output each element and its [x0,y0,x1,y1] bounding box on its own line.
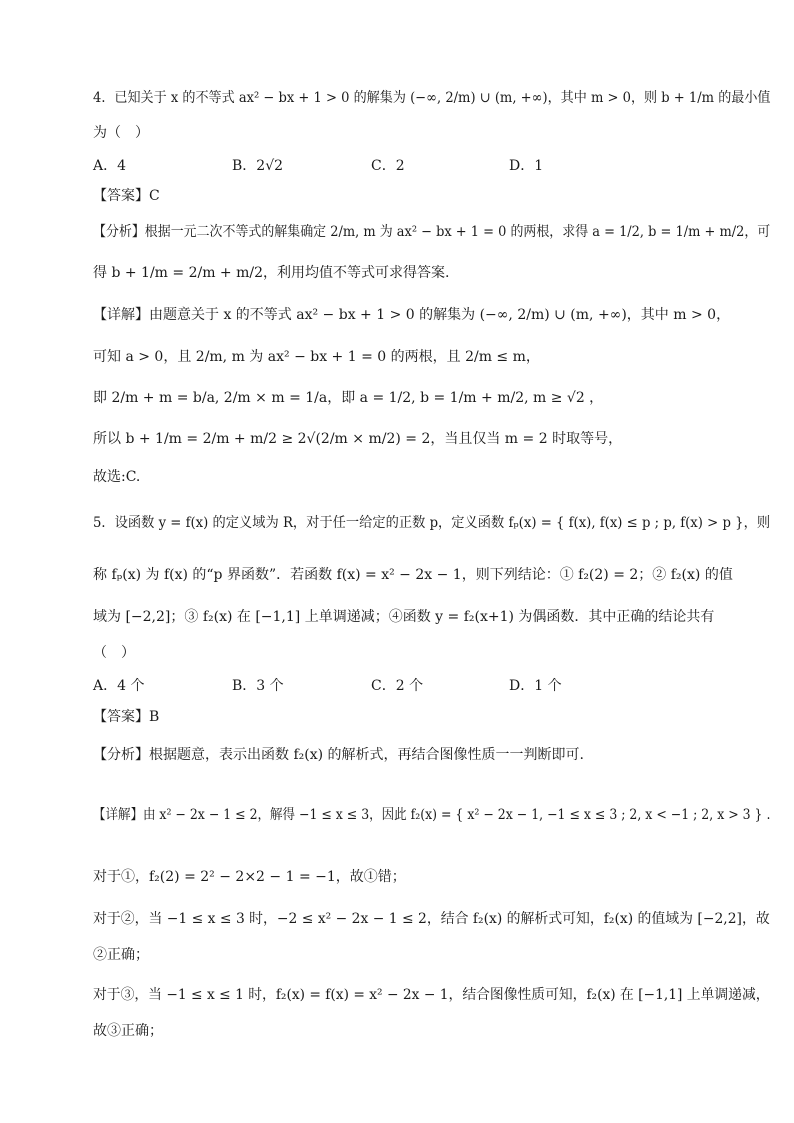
q5-option-b: B．3 个 [232,678,284,694]
q5-detail-line6: 故③正确； [93,1023,163,1039]
q4-stem-line2: 为（ ） [93,125,149,141]
q4-analysis-line2: 得 b + 1/m = 2/m + m/2，利用均值不等式可求得答案. [93,265,450,281]
q4-stem-line1: 4．已知关于 x 的不等式 ax² − bx + 1 > 0 的解集为 (−∞, 2/m) ∪ (m, +∞)，其中 m > 0，则 b + 1/m 的最小值 [93,90,771,106]
q4-option-d: D．1 [509,158,544,174]
q5-option-a: A．4 个 [93,678,145,694]
q5-analysis: 【分析】根据题意，表示出函数 f₂(x) 的解析式，再结合图像性质一一判断即可. [93,747,584,763]
q5-detail-line4: ②正确； [93,947,149,963]
q5-detail-line2: 对于①，f₂(2) = 2² − 2×2 − 1 = −1，故①错； [93,869,406,885]
q4-detail-line2: 可知 a > 0，且 2/m, m 为 ax² − bx + 1 = 0 的两根，且 2/m ≤ m， [93,349,540,365]
q5-answer: 【答案】B [93,709,160,725]
q4-detail-line4: 所以 b + 1/m = 2/m + m/2 ≥ 2√(2/m × m/2) = 2，当且仅当 m = 2 时取等号， [93,431,623,447]
q4-option-a: A．4 [93,158,127,174]
q4-detail-line5: 故选:C. [93,469,141,485]
q5-stem-line2: 称 fₚ(x) 为 f(x) 的“p 界函数”．若函数 f(x) = x² − 2x − 1，则下列结论：① f₂(2) = 2；② f₂(x) 的值 [93,567,733,583]
q4-option-c: C．2 [371,158,405,174]
q5-detail-line3: 对于②，当 −1 ≤ x ≤ 3 时，−2 ≤ x² − 2x − 1 ≤ 2，结合 f₂(x) 的解析式可知，f₂(x) 的值域为 [−2,2]，故 [93,911,770,927]
q5-stem-line4: （ ） [93,645,135,661]
q5-detail-line1: 【详解】由 x² − 2x − 1 ≤ 2，解得 −1 ≤ x ≤ 3，因此 f₂(x) = { x² − 2x − 1, −1 ≤ x ≤ 3 ; 2, x < −1 ; 2, x > 3 } . [93,807,771,823]
q4-option-b: B．2√2 [232,158,284,174]
q5-stem-line3: 域为 [−2,2]；③ f₂(x) 在 [−1,1] 上单调递减；④函数 y = f₂(x+1) 为偶函数．其中正确的结论共有 [93,609,715,625]
q5-stem-line1: 5．设函数 y = f(x) 的定义域为 R，对于任一给定的正数 p，定义函数 fₚ(x) = { f(x), f(x) ≤ p ; p, f(x) > p }，则 [93,515,771,531]
q5-detail-line5: 对于③，当 −1 ≤ x ≤ 1 时，f₂(x) = f(x) = x² − 2x − 1，结合图像性质可知，f₂(x) 在 [−1,1] 上单调递减， [93,987,770,1003]
q5-option-d: D．1 个 [509,678,562,694]
q5-option-c: C．2 个 [371,678,424,694]
q4-detail-line3: 即 2/m + m = b/a, 2/m × m = 1/a，即 a = 1/2, b = 1/m + m/2, m ≥ √2 ， [93,390,604,406]
q4-detail-line1: 【详解】由题意关于 x 的不等式 ax² − bx + 1 > 0 的解集为 (−∞, 2/m) ∪ (m, +∞)，其中 m > 0， [93,307,731,323]
q4-analysis-line1: 【分析】根据一元二次不等式的解集确定 2/m, m 为 ax² − bx + 1 = 0 的两根，求得 a = 1/2, b = 1/m + m/2，可 [93,224,771,240]
q4-answer: 【答案】C [93,188,160,204]
